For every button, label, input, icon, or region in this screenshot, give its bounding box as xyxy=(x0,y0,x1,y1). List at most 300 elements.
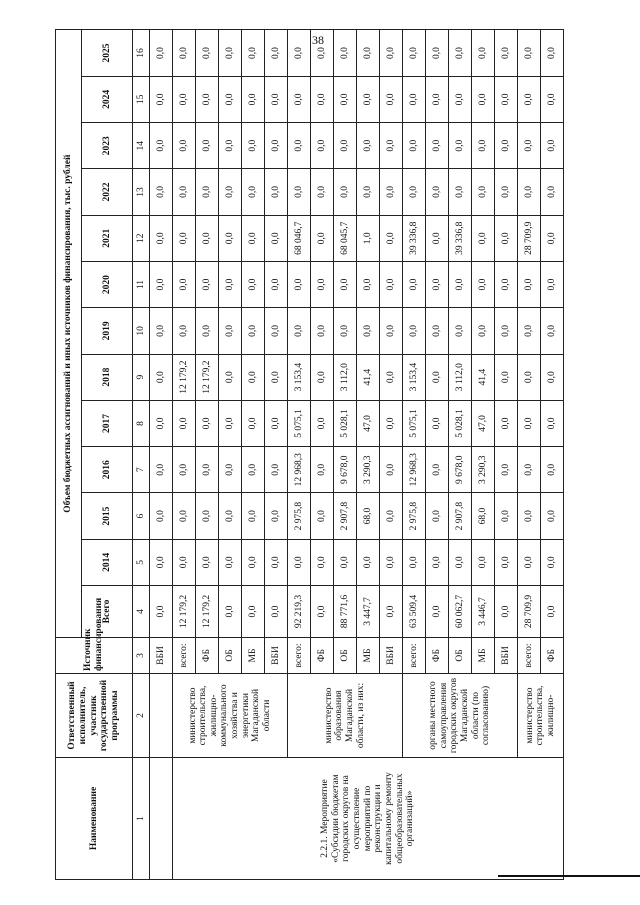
year-value-cell: 0,0 xyxy=(150,261,173,307)
year-value-cell: 0,0 xyxy=(288,30,311,76)
column-index: 8 xyxy=(133,400,150,446)
year-value-cell: 0,0 xyxy=(173,30,196,76)
year-value-cell: 2 907,8 xyxy=(334,493,357,539)
year-value-cell: 9 678,0 xyxy=(449,447,472,493)
year-value-cell: 0,0 xyxy=(449,123,472,169)
year-value-cell: 0,0 xyxy=(403,76,426,122)
year-value-cell: 0,0 xyxy=(196,539,219,585)
year-value-cell: 0,0 xyxy=(265,447,288,493)
year-value-cell: 0,0 xyxy=(219,400,242,446)
header-year-2024: 2024 xyxy=(82,76,133,122)
year-value-cell: 5 028,1 xyxy=(449,400,472,446)
executor-cell: министерство строительства, жилищно- xyxy=(518,674,564,758)
year-value-cell: 0,0 xyxy=(426,215,449,261)
year-value-cell: 0,0 xyxy=(426,447,449,493)
year-value-cell: 0,0 xyxy=(518,123,541,169)
year-value-cell: 0,0 xyxy=(265,215,288,261)
budget-table xyxy=(55,29,564,880)
year-value-cell: 0,0 xyxy=(426,30,449,76)
year-value-cell: 0,0 xyxy=(541,215,564,261)
year-value-cell: 0,0 xyxy=(357,169,380,215)
year-value-cell: 0,0 xyxy=(495,493,518,539)
year-value-cell: 0,0 xyxy=(242,76,265,122)
year-value-cell: 0,0 xyxy=(426,539,449,585)
year-value-cell: 0,0 xyxy=(311,123,334,169)
year-value-cell: 0,0 xyxy=(380,261,403,307)
year-value-cell: 0,0 xyxy=(403,308,426,354)
year-value-cell: 0,0 xyxy=(242,215,265,261)
year-value-cell: 0,0 xyxy=(219,169,242,215)
column-index: 5 xyxy=(133,539,150,585)
year-value-cell: 0,0 xyxy=(380,447,403,493)
executor-cell: министерство строительства, жилищно-коммунального хозяйства и энергетики Магаданской области xyxy=(173,674,288,758)
source-cell: ВБИ xyxy=(150,638,173,674)
year-value-cell: 0,0 xyxy=(380,493,403,539)
year-value-cell: 0,0 xyxy=(426,493,449,539)
source-cell: МБ xyxy=(472,638,495,674)
year-value-cell: 0,0 xyxy=(242,400,265,446)
year-value-cell: 0,0 xyxy=(334,261,357,307)
year-value-cell: 0,0 xyxy=(173,123,196,169)
year-value-cell: 0,0 xyxy=(150,308,173,354)
year-value-cell: 0,0 xyxy=(242,539,265,585)
year-value-cell: 3 153,4 xyxy=(288,354,311,400)
year-value-cell: 0,0 xyxy=(541,493,564,539)
year-value-cell: 0,0 xyxy=(265,539,288,585)
source-cell: МБ xyxy=(242,638,265,674)
year-value-cell: 2 907,8 xyxy=(449,493,472,539)
year-value-cell: 0,0 xyxy=(196,447,219,493)
year-value-cell: 0,0 xyxy=(541,169,564,215)
year-value-cell: 0,0 xyxy=(518,261,541,307)
year-value-cell: 0,0 xyxy=(288,76,311,122)
year-value-cell: 0,0 xyxy=(242,447,265,493)
year-value-cell: 0,0 xyxy=(150,400,173,446)
year-value-cell: 0,0 xyxy=(357,76,380,122)
year-value-cell: 0,0 xyxy=(196,30,219,76)
year-value-cell: 0,0 xyxy=(472,539,495,585)
total-cell: 12 179,2 xyxy=(196,586,219,638)
year-value-cell: 0,0 xyxy=(472,261,495,307)
year-value-cell: 0,0 xyxy=(334,30,357,76)
year-value-cell: 68 045,7 xyxy=(334,215,357,261)
year-value-cell: 0,0 xyxy=(265,308,288,354)
year-value-cell: 0,0 xyxy=(242,261,265,307)
year-value-cell: 0,0 xyxy=(380,539,403,585)
year-value-cell: 0,0 xyxy=(518,493,541,539)
header-year-2019: 2019 xyxy=(82,308,133,354)
total-cell: 0,0 xyxy=(265,586,288,638)
year-value-cell: 0,0 xyxy=(219,215,242,261)
total-cell: 0,0 xyxy=(541,586,564,638)
table-row xyxy=(150,30,173,880)
total-cell: 0,0 xyxy=(219,586,242,638)
year-value-cell: 0,0 xyxy=(173,400,196,446)
bottom-rule xyxy=(498,875,640,877)
year-value-cell: 0,0 xyxy=(173,215,196,261)
year-value-cell: 0,0 xyxy=(495,169,518,215)
year-value-cell: 0,0 xyxy=(426,308,449,354)
year-value-cell: 0,0 xyxy=(449,76,472,122)
year-value-cell: 0,0 xyxy=(242,30,265,76)
source-cell: ВБИ xyxy=(495,638,518,674)
year-value-cell: 0,0 xyxy=(403,539,426,585)
year-value-cell: 0,0 xyxy=(265,493,288,539)
year-value-cell: 0,0 xyxy=(173,493,196,539)
year-value-cell: 0,0 xyxy=(196,215,219,261)
total-cell: 0,0 xyxy=(311,586,334,638)
year-value-cell: 0,0 xyxy=(288,308,311,354)
year-value-cell: 0,0 xyxy=(150,76,173,122)
year-value-cell: 0,0 xyxy=(334,539,357,585)
year-value-cell: 0,0 xyxy=(518,354,541,400)
year-value-cell: 0,0 xyxy=(380,354,403,400)
year-value-cell: 12 179,2 xyxy=(173,354,196,400)
year-value-cell: 0,0 xyxy=(380,30,403,76)
table-row xyxy=(173,30,196,880)
year-value-cell: 68,0 xyxy=(472,493,495,539)
year-value-cell: 0,0 xyxy=(541,261,564,307)
source-cell: ОБ xyxy=(449,638,472,674)
year-value-cell: 0,0 xyxy=(265,76,288,122)
year-value-cell: 0,0 xyxy=(242,493,265,539)
year-value-cell: 39 336,8 xyxy=(449,215,472,261)
year-value-cell: 0,0 xyxy=(311,308,334,354)
total-cell: 60 062,7 xyxy=(449,586,472,638)
column-index: 4 xyxy=(133,586,150,638)
activity-name-cell xyxy=(150,758,173,880)
total-cell: 0,0 xyxy=(150,586,173,638)
year-value-cell: 0,0 xyxy=(426,123,449,169)
year-value-cell: 0,0 xyxy=(449,308,472,354)
header-year-2023: 2023 xyxy=(82,123,133,169)
rotated-table-container xyxy=(55,30,615,880)
year-value-cell: 0,0 xyxy=(541,308,564,354)
year-value-cell: 0,0 xyxy=(334,76,357,122)
total-cell: 0,0 xyxy=(380,586,403,638)
year-value-cell: 68,0 xyxy=(357,493,380,539)
year-value-cell: 0,0 xyxy=(518,539,541,585)
header-name: Наименование xyxy=(56,758,133,880)
year-value-cell: 0,0 xyxy=(173,539,196,585)
source-cell: ФБ xyxy=(426,638,449,674)
year-value-cell: 0,0 xyxy=(334,123,357,169)
year-value-cell: 0,0 xyxy=(380,123,403,169)
year-value-cell: 9 678,0 xyxy=(334,447,357,493)
year-value-cell: 0,0 xyxy=(449,261,472,307)
year-value-cell: 0,0 xyxy=(219,354,242,400)
year-value-cell: 0,0 xyxy=(219,493,242,539)
year-value-cell: 0,0 xyxy=(426,400,449,446)
total-cell: 63 509,4 xyxy=(403,586,426,638)
header-executor: Ответственный исполнитель, участник государственной программы xyxy=(56,674,133,758)
year-value-cell: 0,0 xyxy=(196,169,219,215)
year-value-cell: 0,0 xyxy=(472,169,495,215)
year-value-cell: 3 290,3 xyxy=(472,447,495,493)
year-value-cell: 0,0 xyxy=(495,123,518,169)
header-year-2021: 2021 xyxy=(82,215,133,261)
year-value-cell: 3 112,0 xyxy=(449,354,472,400)
year-value-cell: 0,0 xyxy=(150,169,173,215)
year-value-cell: 0,0 xyxy=(357,539,380,585)
year-value-cell: 2 975,8 xyxy=(288,493,311,539)
year-value-cell: 0,0 xyxy=(311,539,334,585)
year-value-cell: 0,0 xyxy=(541,30,564,76)
year-value-cell: 0,0 xyxy=(495,308,518,354)
year-value-cell: 2 975,8 xyxy=(403,493,426,539)
year-value-cell: 0,0 xyxy=(495,539,518,585)
year-value-cell: 0,0 xyxy=(472,76,495,122)
year-value-cell: 0,0 xyxy=(219,261,242,307)
year-value-cell: 0,0 xyxy=(311,354,334,400)
year-value-cell: 12 179,2 xyxy=(196,354,219,400)
year-value-cell: 0,0 xyxy=(219,308,242,354)
year-value-cell: 47,0 xyxy=(357,400,380,446)
year-value-cell: 0,0 xyxy=(265,354,288,400)
year-value-cell: 0,0 xyxy=(472,215,495,261)
source-cell: МБ xyxy=(357,638,380,674)
year-value-cell: 0,0 xyxy=(495,400,518,446)
header-funding: Объем бюджетных ассигнований и иных источников финансирования, тыс. рублей xyxy=(56,30,82,638)
source-cell: ФБ xyxy=(311,638,334,674)
year-value-cell: 0,0 xyxy=(311,447,334,493)
year-value-cell: 0,0 xyxy=(495,447,518,493)
year-value-cell: 0,0 xyxy=(219,447,242,493)
year-value-cell: 0,0 xyxy=(518,400,541,446)
year-value-cell: 0,0 xyxy=(495,261,518,307)
year-value-cell: 0,0 xyxy=(541,354,564,400)
year-value-cell: 5 028,1 xyxy=(334,400,357,446)
table-body xyxy=(150,30,564,880)
year-value-cell: 0,0 xyxy=(311,76,334,122)
year-value-cell: 0,0 xyxy=(380,400,403,446)
executor-cell xyxy=(150,674,173,758)
year-value-cell: 0,0 xyxy=(219,76,242,122)
activity-name-cell: 2.2.1. Мероприятие «Субсидии бюджетам городских округов на осуществление мероприятий по реконструкции и капитальному ремонту общеобразовательных организаций» xyxy=(173,758,564,880)
table-row xyxy=(518,30,541,880)
source-cell: всего: xyxy=(518,638,541,674)
year-value-cell: 0,0 xyxy=(265,400,288,446)
year-value-cell: 0,0 xyxy=(265,123,288,169)
year-value-cell: 47,0 xyxy=(472,400,495,446)
year-value-cell: 0,0 xyxy=(196,400,219,446)
year-value-cell: 0,0 xyxy=(219,123,242,169)
year-value-cell: 0,0 xyxy=(288,123,311,169)
year-value-cell: 0,0 xyxy=(288,261,311,307)
year-value-cell: 0,0 xyxy=(219,539,242,585)
year-value-cell: 0,0 xyxy=(196,76,219,122)
column-index: 3 xyxy=(133,638,150,674)
year-value-cell: 0,0 xyxy=(265,169,288,215)
year-value-cell: 68 046,7 xyxy=(288,215,311,261)
column-index: 7 xyxy=(133,447,150,493)
column-index-row xyxy=(133,30,150,880)
year-value-cell: 0,0 xyxy=(472,123,495,169)
column-index: 11 xyxy=(133,261,150,307)
executor-cell: органы местного самоуправления городских округов Магаданской области (по согласованию) xyxy=(403,674,518,758)
year-value-cell: 0,0 xyxy=(173,169,196,215)
total-cell: 0,0 xyxy=(495,586,518,638)
total-cell: 0,0 xyxy=(426,586,449,638)
year-value-cell: 0,0 xyxy=(173,447,196,493)
year-value-cell: 0,0 xyxy=(150,354,173,400)
table-row xyxy=(288,30,311,880)
year-value-cell: 0,0 xyxy=(311,400,334,446)
year-value-cell: 0,0 xyxy=(196,308,219,354)
header-year-2018: 2018 xyxy=(82,354,133,400)
year-value-cell: 0,0 xyxy=(357,123,380,169)
year-value-cell: 0,0 xyxy=(311,261,334,307)
header-year-2016: 2016 xyxy=(82,447,133,493)
year-value-cell: 12 968,3 xyxy=(403,447,426,493)
year-value-cell: 0,0 xyxy=(150,123,173,169)
source-cell: ФБ xyxy=(541,638,564,674)
column-index: 6 xyxy=(133,493,150,539)
total-cell: 3 446,7 xyxy=(472,586,495,638)
year-value-cell: 0,0 xyxy=(472,30,495,76)
year-value-cell: 5 075,1 xyxy=(403,400,426,446)
year-value-cell: 0,0 xyxy=(357,261,380,307)
year-value-cell: 0,0 xyxy=(357,30,380,76)
year-value-cell: 3 112,0 xyxy=(334,354,357,400)
year-value-cell: 0,0 xyxy=(541,447,564,493)
year-value-cell: 0,0 xyxy=(173,261,196,307)
source-cell: ОБ xyxy=(219,638,242,674)
year-value-cell: 3 153,4 xyxy=(403,354,426,400)
year-value-cell: 0,0 xyxy=(196,123,219,169)
header-year-2014: 2014 xyxy=(82,539,133,585)
year-value-cell: 0,0 xyxy=(242,354,265,400)
column-index: 13 xyxy=(133,169,150,215)
year-value-cell: 0,0 xyxy=(541,400,564,446)
header-year-2017: 2017 xyxy=(82,400,133,446)
year-value-cell: 0,0 xyxy=(173,308,196,354)
column-index: 15 xyxy=(133,76,150,122)
year-value-cell: 39 336,8 xyxy=(403,215,426,261)
year-value-cell: 0,0 xyxy=(380,76,403,122)
year-value-cell: 5 075,1 xyxy=(288,400,311,446)
year-value-cell: 0,0 xyxy=(403,30,426,76)
source-cell: ВБИ xyxy=(265,638,288,674)
year-value-cell: 0,0 xyxy=(403,169,426,215)
year-value-cell: 0,0 xyxy=(265,30,288,76)
column-index: 14 xyxy=(133,123,150,169)
header-year-2022: 2022 xyxy=(82,169,133,215)
table-row xyxy=(403,30,426,880)
executor-cell: министерство образования Магаданской области, из них: xyxy=(288,674,403,758)
year-value-cell: 0,0 xyxy=(150,493,173,539)
header-source: Источник финансирования xyxy=(56,638,133,674)
year-value-cell: 12 968,3 xyxy=(288,447,311,493)
year-value-cell: 0,0 xyxy=(518,447,541,493)
total-cell: 92 219,3 xyxy=(288,586,311,638)
year-value-cell: 0,0 xyxy=(426,169,449,215)
year-value-cell: 0,0 xyxy=(495,76,518,122)
year-value-cell: 0,0 xyxy=(150,447,173,493)
column-index: 16 xyxy=(133,30,150,76)
header-year-2015: 2015 xyxy=(82,493,133,539)
year-value-cell: 0,0 xyxy=(288,169,311,215)
total-cell: 28 709,9 xyxy=(518,586,541,638)
source-cell: ВБИ xyxy=(380,638,403,674)
year-value-cell: 0,0 xyxy=(449,539,472,585)
year-value-cell: 0,0 xyxy=(334,169,357,215)
source-cell: всего: xyxy=(403,638,426,674)
page-number: 38 xyxy=(312,32,324,47)
year-value-cell: 0,0 xyxy=(380,308,403,354)
year-value-cell: 0,0 xyxy=(518,308,541,354)
header-year-2020: 2020 xyxy=(82,261,133,307)
header-year-2025: 2025 xyxy=(82,30,133,76)
source-cell: всего: xyxy=(288,638,311,674)
year-value-cell: 0,0 xyxy=(334,308,357,354)
year-value-cell: 0,0 xyxy=(150,30,173,76)
year-value-cell: 0,0 xyxy=(495,354,518,400)
year-value-cell: 0,0 xyxy=(150,539,173,585)
source-cell: ФБ xyxy=(196,638,219,674)
column-index: 9 xyxy=(133,354,150,400)
year-value-cell: 0,0 xyxy=(311,493,334,539)
year-value-cell: 0,0 xyxy=(518,30,541,76)
year-value-cell: 0,0 xyxy=(380,169,403,215)
year-value-cell: 41,4 xyxy=(357,354,380,400)
year-value-cell: 0,0 xyxy=(518,169,541,215)
year-value-cell: 0,0 xyxy=(311,169,334,215)
column-index: 2 xyxy=(133,674,150,758)
year-value-cell: 0,0 xyxy=(242,169,265,215)
table-header xyxy=(56,30,150,880)
total-cell: 0,0 xyxy=(242,586,265,638)
column-index: 1 xyxy=(133,758,150,880)
year-value-cell: 0,0 xyxy=(449,30,472,76)
year-value-cell: 0,0 xyxy=(242,308,265,354)
total-cell: 12 179,2 xyxy=(173,586,196,638)
year-value-cell: 0,0 xyxy=(380,215,403,261)
year-value-cell: 0,0 xyxy=(495,215,518,261)
year-value-cell: 0,0 xyxy=(150,215,173,261)
year-value-cell: 0,0 xyxy=(196,261,219,307)
year-value-cell: 0,0 xyxy=(311,215,334,261)
year-value-cell: 0,0 xyxy=(518,76,541,122)
year-value-cell: 0,0 xyxy=(311,30,334,76)
year-value-cell: 0,0 xyxy=(403,261,426,307)
year-value-cell: 3 290,3 xyxy=(357,447,380,493)
column-index: 10 xyxy=(133,308,150,354)
year-value-cell: 0,0 xyxy=(242,123,265,169)
year-value-cell: 0,0 xyxy=(196,493,219,539)
year-value-cell: 0,0 xyxy=(541,76,564,122)
year-value-cell: 0,0 xyxy=(288,539,311,585)
year-value-cell: 0,0 xyxy=(541,123,564,169)
year-value-cell: 28 709,9 xyxy=(518,215,541,261)
source-cell: ОБ xyxy=(334,638,357,674)
year-value-cell: 0,0 xyxy=(357,308,380,354)
year-value-cell: 0,0 xyxy=(426,76,449,122)
total-cell: 88 771,6 xyxy=(334,586,357,638)
year-value-cell: 0,0 xyxy=(449,169,472,215)
year-value-cell: 0,0 xyxy=(426,261,449,307)
source-cell: всего: xyxy=(173,638,196,674)
year-value-cell: 0,0 xyxy=(541,539,564,585)
year-value-cell: 0,0 xyxy=(173,76,196,122)
year-value-cell: 0,0 xyxy=(472,308,495,354)
year-value-cell: 0,0 xyxy=(265,261,288,307)
year-value-cell: 1,0 xyxy=(357,215,380,261)
total-cell: 3 447,7 xyxy=(357,586,380,638)
year-value-cell: 0,0 xyxy=(495,30,518,76)
year-value-cell: 0,0 xyxy=(426,354,449,400)
column-index: 12 xyxy=(133,215,150,261)
